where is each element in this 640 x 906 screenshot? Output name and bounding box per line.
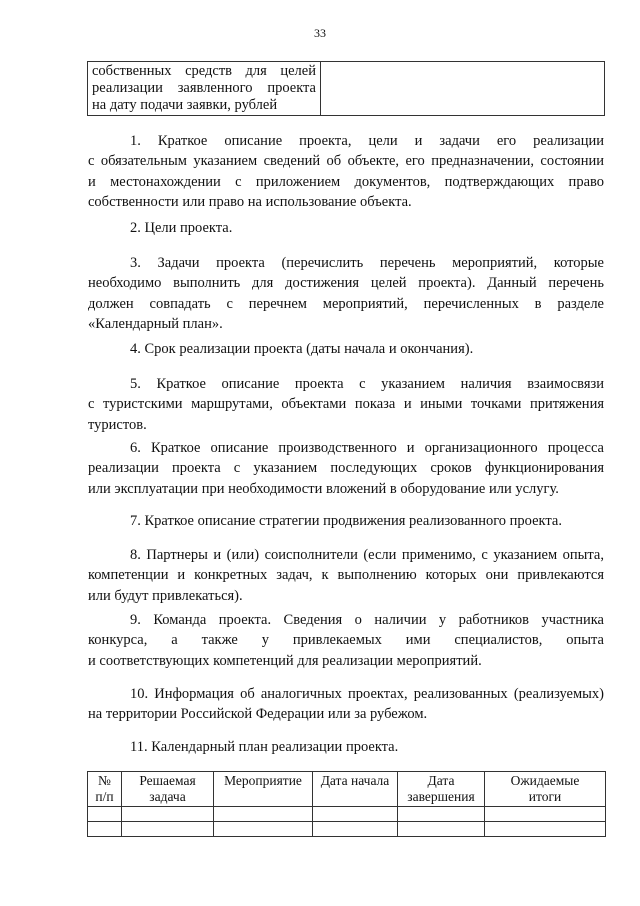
paragraph-line: 3. Задачи проекта (перечислить перечень мероприятий, которые	[130, 255, 604, 271]
paragraph-7	[88, 511, 604, 531]
paragraph-line: необходимо выполнить для достижения целей проекта). Данный перечень	[88, 275, 604, 292]
paragraph-line: «Календарный план».	[88, 316, 223, 333]
paragraph-line: 11. Календарный план реализации проекта.	[130, 739, 399, 755]
paragraph-line: туристов.	[88, 416, 147, 433]
paragraph-line: с туристскими маршрутами, объектами показа и иными точками притяжения	[88, 396, 604, 413]
paragraph-1	[88, 131, 604, 213]
table-cell	[313, 822, 398, 837]
paragraph-line: 6. Краткое описание производственного и организационного процесса	[130, 440, 604, 456]
header-text: Ожидаемые	[510, 773, 580, 788]
own-funds-value-cell	[321, 62, 605, 116]
table-cell	[214, 822, 313, 837]
header-text: задача	[149, 789, 186, 804]
header-text: Дата начала	[320, 773, 390, 788]
paragraph-6	[88, 438, 604, 499]
header-cell-task	[122, 772, 214, 807]
paragraph-line: 5. Краткое описание проекта с указанием наличия взаимосвязи	[130, 376, 604, 392]
paragraph-line: компетенции и конкретных задач, к выполнению которых они привлекаются	[88, 567, 604, 584]
paragraph-line: или будут привлекаться).	[88, 587, 243, 604]
table-row	[88, 822, 606, 837]
table-row	[88, 62, 605, 116]
header-text: завершения	[407, 789, 475, 804]
paragraph-line: на территории Российской Федерации или за рубежом.	[88, 706, 428, 723]
own-funds-label-line: собственных средств для целей	[92, 63, 316, 79]
calendar-plan-table	[87, 771, 606, 837]
paragraph-line: и местонахождении с приложением документов, подтверждающих право	[88, 173, 604, 190]
paragraph-line: 4. Срок реализации проекта (даты начала и окончания).	[130, 341, 474, 357]
header-cell-number	[88, 772, 122, 807]
paragraph-11	[88, 737, 604, 757]
own-funds-label-line: реализации заявленного проекта	[92, 80, 316, 96]
paragraph-line: 9. Команда проекта. Сведения о наличии у работников участника	[130, 612, 604, 628]
table-cell	[485, 822, 606, 837]
header-cell-expected-results	[485, 772, 606, 807]
own-funds-label-line: на дату подачи заявки, рублей	[92, 97, 278, 113]
header-text: Мероприятие	[224, 773, 302, 788]
own-funds-label-cell	[88, 62, 321, 116]
paragraph-line: 7. Краткое описание стратегии продвижения реализованного проекта.	[130, 513, 562, 529]
table-cell	[122, 822, 214, 837]
header-text: Решаемая	[139, 773, 196, 788]
header-text: итоги	[528, 789, 562, 804]
paragraph-line: 10. Информация об аналогичных проектах, реализованных (реализуемых)	[130, 686, 604, 702]
table-cell	[398, 807, 485, 822]
paragraph-3	[88, 253, 604, 335]
page-number: 33	[314, 26, 326, 40]
paragraph-4	[88, 339, 604, 359]
paragraph-line: конкурса, а также у привлекаемых ими специалистов, опыта	[88, 632, 604, 649]
table-cell	[88, 807, 122, 822]
paragraph-10	[88, 684, 604, 725]
table-cell	[485, 807, 606, 822]
paragraph-line: собственности или право на использование объекта.	[88, 194, 412, 211]
table-cell	[122, 807, 214, 822]
table-cell	[214, 807, 313, 822]
paragraph-line: 2. Цели проекта.	[130, 220, 233, 236]
financing-table	[87, 61, 605, 116]
table-cell	[88, 822, 122, 837]
table-cell	[398, 822, 485, 837]
paragraph-line: должен совпадать с перечнем мероприятий, перечисленных в разделе	[88, 295, 604, 312]
paragraph-line: или эксплуатации при необходимости вложений в оборудование или услугу.	[88, 480, 559, 497]
paragraph-line: реализации проекта с указанием последующих сроков функционирования	[88, 460, 604, 477]
header-cell-end-date	[398, 772, 485, 807]
table-row	[88, 807, 606, 822]
paragraph-9	[88, 610, 604, 671]
paragraph-8	[88, 545, 604, 606]
paragraph-line: 8. Партнеры и (или) соисполнители (если применимо, с указанием опыта,	[130, 547, 604, 563]
header-cell-start-date	[313, 772, 398, 807]
paragraph-5	[88, 374, 604, 435]
header-text: №	[98, 773, 111, 788]
header-cell-activity	[214, 772, 313, 807]
paragraph-line: с обязательным указанием сведений об объекте, его предназначении, состоянии	[88, 153, 604, 170]
header-text: п/п	[95, 789, 114, 804]
table-header-row	[88, 772, 606, 807]
paragraph-2	[88, 218, 604, 238]
paragraph-line: 1. Краткое описание проекта, цели и задачи его реализации	[130, 133, 604, 149]
header-text: Дата	[427, 773, 455, 788]
paragraph-line: и соответствующих компетенций для реализации мероприятий.	[88, 652, 482, 669]
table-cell	[313, 807, 398, 822]
